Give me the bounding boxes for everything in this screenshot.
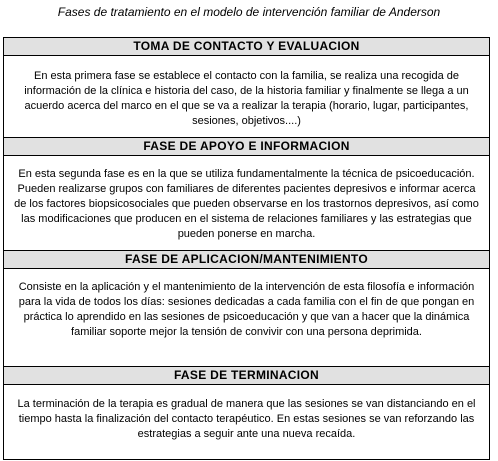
phase-header-contact: TOMA DE CONTACTO Y EVALUACION <box>4 38 489 56</box>
phase-body-support: En esta segunda fase es en la que se utiliza fundamentalmente la técnica de psicoeducación. Pueden realizarse grupos con familiares de diferentes pacientes depresivos e informar acerca de los factores biopsicosociales que pueden observarse en los trastornos depresivos, así como las modificaciones que producen en el sistema de relaciones familiares y las estrategias que pueden ponerse en marcha. <box>4 156 489 251</box>
phase-section-termination <box>4 367 489 459</box>
phase-header-support: FASE DE APOYO E INFORMACION <box>4 138 489 156</box>
phase-body-contact: En esta primera fase se establece el contacto con la familia, se realiza una recogida de información de la clínica e historia del caso, de la historia familiar y finalmente se llega a un acuerdo acerca del marco en el que se va a realizar la terapia (horario, lugar, participantes, sesiones, objetivos....) <box>4 56 489 138</box>
document-title: Fases de tratamiento en el modelo de intervención familiar de Anderson <box>57 5 441 19</box>
phase-body-application: Consiste en la aplicación y el mantenimiento de la intervención de esta filosofía e información para la vida de todos los días: sesiones dedicadas a cada familia con el fin de que pongan en práctica lo aprendido en las sesiones de psicoeducación y que van a hacer que la dinámica familiar soporte mejor la tensión de convivir con una persona deprimida. <box>4 269 489 367</box>
phase-header-application: FASE DE APLICACION/MANTENIMIENTO <box>4 251 489 269</box>
phases-table <box>3 37 490 460</box>
phase-header-termination: FASE DE TERMINACION <box>4 367 489 385</box>
phase-section-contact <box>4 38 489 138</box>
phase-section-support <box>4 138 489 251</box>
phase-section-application <box>4 251 489 367</box>
phase-body-termination: La terminación de la terapia es gradual de manera que las sesiones se van distanciando en el tiempo hasta la finalización del contacto terapéutico. En estas sesiones se van reforzando las estrategias a seguir ante una nueva recaída. <box>17 398 476 440</box>
